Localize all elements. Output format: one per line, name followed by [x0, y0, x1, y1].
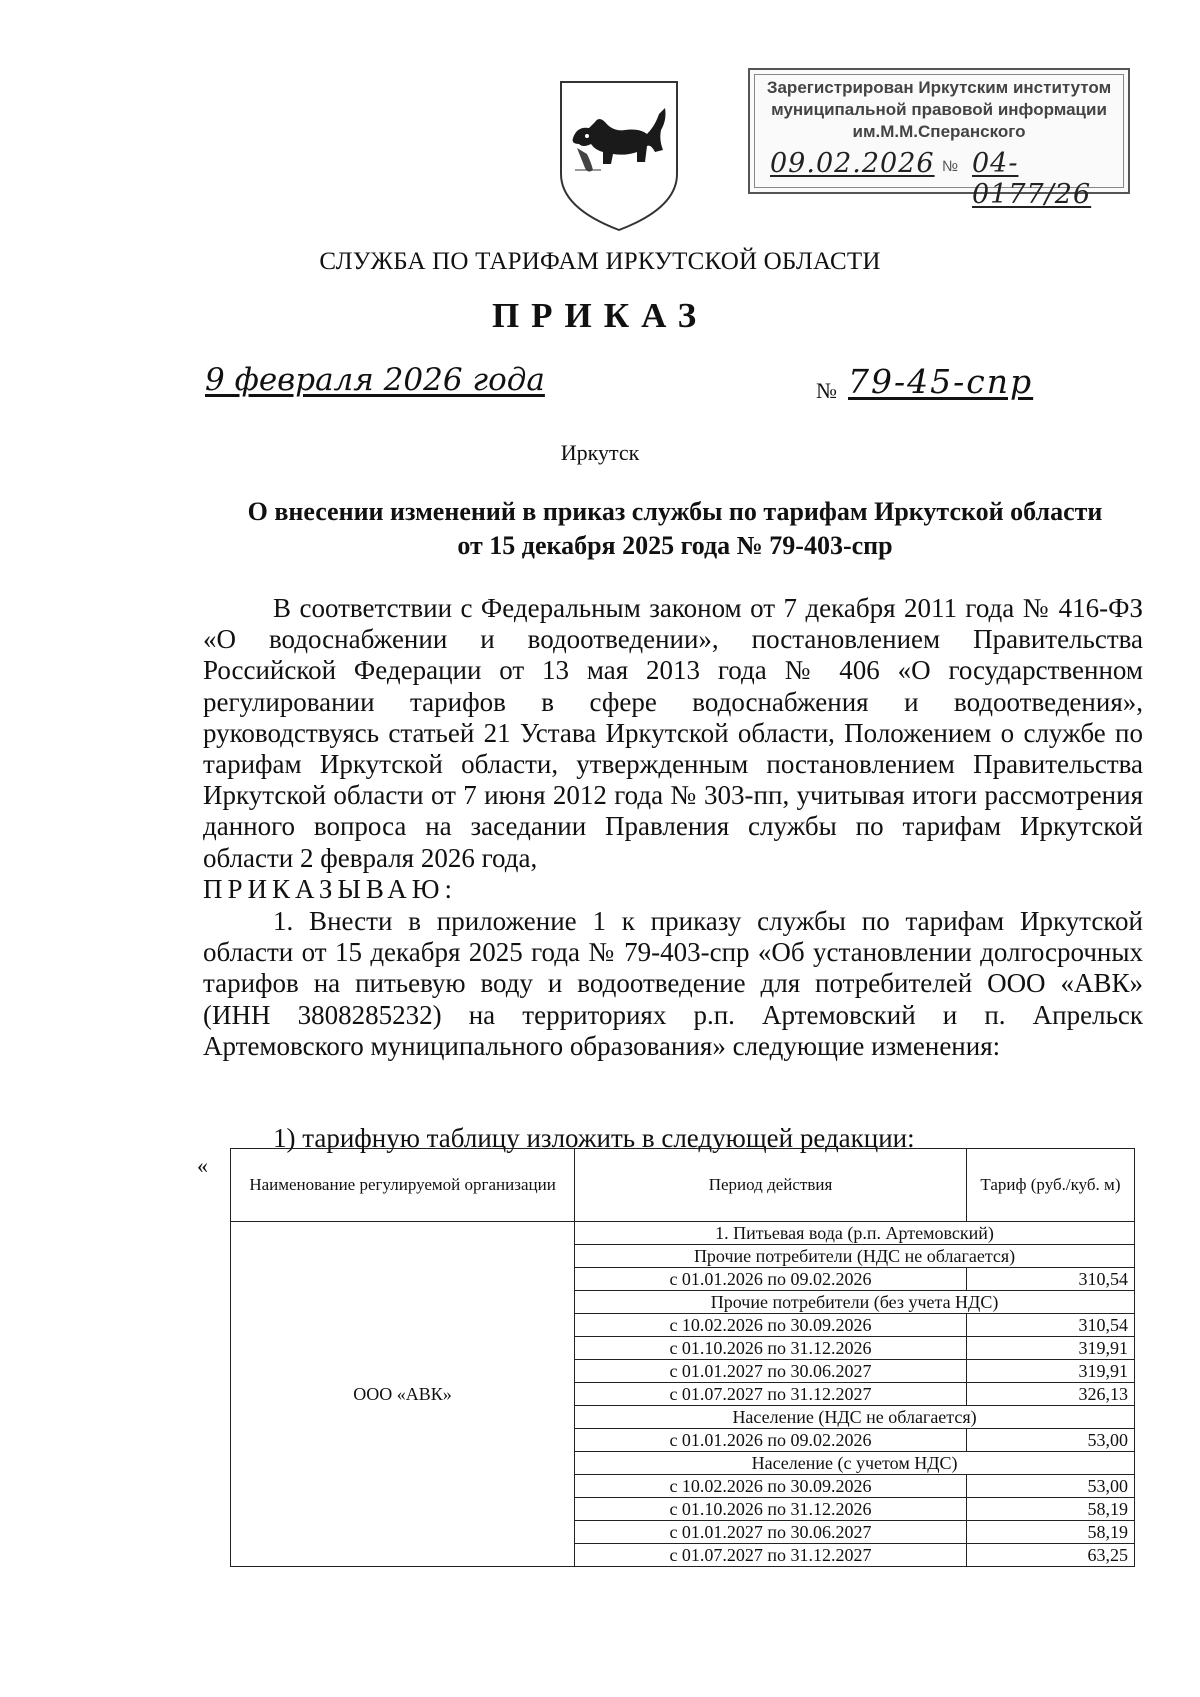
- issuing-organization: СЛУЖБА ПО ТАРИФАМ ИРКУТСКОЙ ОБЛАСТИ: [319, 248, 881, 275]
- period-cell: с 10.02.2026 по 30.09.2026: [575, 1475, 967, 1498]
- tariff-cell: 58,19: [966, 1498, 1134, 1521]
- stamp-line-2: муниципальной правовой информации: [771, 100, 1107, 119]
- tariff-cell: 319,91: [966, 1360, 1134, 1383]
- period-cell: с 01.07.2027 по 31.12.2027: [575, 1544, 967, 1567]
- group-title: Население (с учетом НДС): [575, 1452, 1135, 1475]
- opening-quote-mark: «: [197, 1153, 208, 1178]
- subitem-1-paragraph: 1) тарифную таблицу изложить в следующей редакции:: [273, 1123, 915, 1153]
- period-cell: с 01.01.2027 по 30.06.2027: [575, 1521, 967, 1544]
- period-cell: с 01.10.2026 по 31.12.2026: [575, 1498, 967, 1521]
- tariff-table: [230, 1148, 1135, 1567]
- city: Иркутск: [560, 440, 640, 465]
- stamp-line-3: им.М.М.Сперанского: [852, 122, 1026, 141]
- table-section-row: [231, 1222, 1135, 1245]
- order-subject: [195, 495, 1155, 563]
- tariff-cell: 53,00: [966, 1475, 1134, 1498]
- group-title: Прочие потребители (НДС не облагается): [575, 1245, 1135, 1268]
- stamp-line-1: Зарегистрирован Иркутским институтом: [766, 78, 1112, 97]
- item-1-paragraph: 1. Внести в приложение 1 к приказу службы по тарифам Иркутской области от 15 декабря 2025 года № 79-403-спр «Об установлении долгосрочных тарифов на питьевую воду и водоотведение для потребителей ООО «АВК» (ИНН 3808285232) на территориях р.п. Артемовский и п. Апрельск Артемовского муниципального образования» следующие изменения:: [203, 906, 1143, 1061]
- period-cell: с 01.01.2027 по 30.06.2027: [575, 1360, 967, 1383]
- tariff-cell: 310,54: [966, 1268, 1134, 1291]
- period-cell: с 01.01.2026 по 09.02.2026: [575, 1429, 967, 1452]
- order-date-handwritten: 9 февраля 2026 года: [205, 362, 545, 398]
- tariff-cell: 63,25: [966, 1544, 1134, 1567]
- stamp-number-mark: №: [942, 158, 959, 175]
- tariff-cell: 53,00: [966, 1429, 1134, 1452]
- group-title: Прочие потребители (без учета НДС): [575, 1291, 1135, 1314]
- table-header-row: [231, 1149, 1135, 1222]
- header-tariff: Тариф (руб./куб. м): [966, 1149, 1134, 1222]
- order-number-label: №: [816, 378, 837, 403]
- stamp-date: 09.02.2026: [770, 148, 935, 179]
- coat-of-arms-emblem: [555, 78, 683, 234]
- subject-line-1: О внесении изменений в приказ службы по тарифам Иркутской области: [247, 497, 1103, 526]
- group-title: Население (НДС не облагается): [575, 1406, 1135, 1429]
- header-org: Наименование регулируемой организации: [231, 1149, 575, 1222]
- header-period: Период действия: [575, 1149, 967, 1222]
- period-cell: с 01.10.2026 по 31.12.2026: [575, 1337, 967, 1360]
- stamp-number: 04-0177/26: [972, 148, 1092, 210]
- subject-line-2: от 15 декабря 2025 года № 79-403-спр: [457, 531, 893, 560]
- order-word: ПРИКАЗЫВАЮ:: [203, 874, 457, 904]
- document-type-title: ПРИКАЗ: [491, 296, 709, 335]
- registration-stamp: [748, 68, 1130, 210]
- tariff-cell: 58,19: [966, 1521, 1134, 1544]
- period-cell: с 10.02.2026 по 30.09.2026: [575, 1314, 967, 1337]
- period-cell: с 01.07.2027 по 31.12.2027: [575, 1383, 967, 1406]
- tariff-cell: 326,13: [966, 1383, 1134, 1406]
- tariff-cell: 310,54: [966, 1314, 1134, 1337]
- org-name-cell: ООО «АВК»: [231, 1222, 575, 1567]
- section-title: 1. Питьевая вода (р.п. Артемовский): [575, 1222, 1135, 1245]
- preamble-paragraph: В соответствии с Федеральным законом от 7 декабря 2011 года № 416-ФЗ «О водоснабжении и водоотведении», постановлением Правительства Российской Федерации от 13 мая 2013 года № 406 «О государственном регулировании тарифов в сфере водоснабжения и водоотведения», руководствуясь статьей 21 Устава Иркутской области, Положением о службе по тарифам Иркутской области, утвержденным постановлением Правительства Иркутской области от 7 июня 2012 года № 303-пп, учитывая итоги рассмотрения данного вопроса на заседании Правления службы по тарифам Иркутской области 2 февраля 2026 года,: [203, 593, 1143, 873]
- period-cell: с 01.01.2026 по 09.02.2026: [575, 1268, 967, 1291]
- order-number-handwritten: 79-45-спр: [848, 362, 1034, 401]
- tariff-cell: 319,91: [966, 1337, 1134, 1360]
